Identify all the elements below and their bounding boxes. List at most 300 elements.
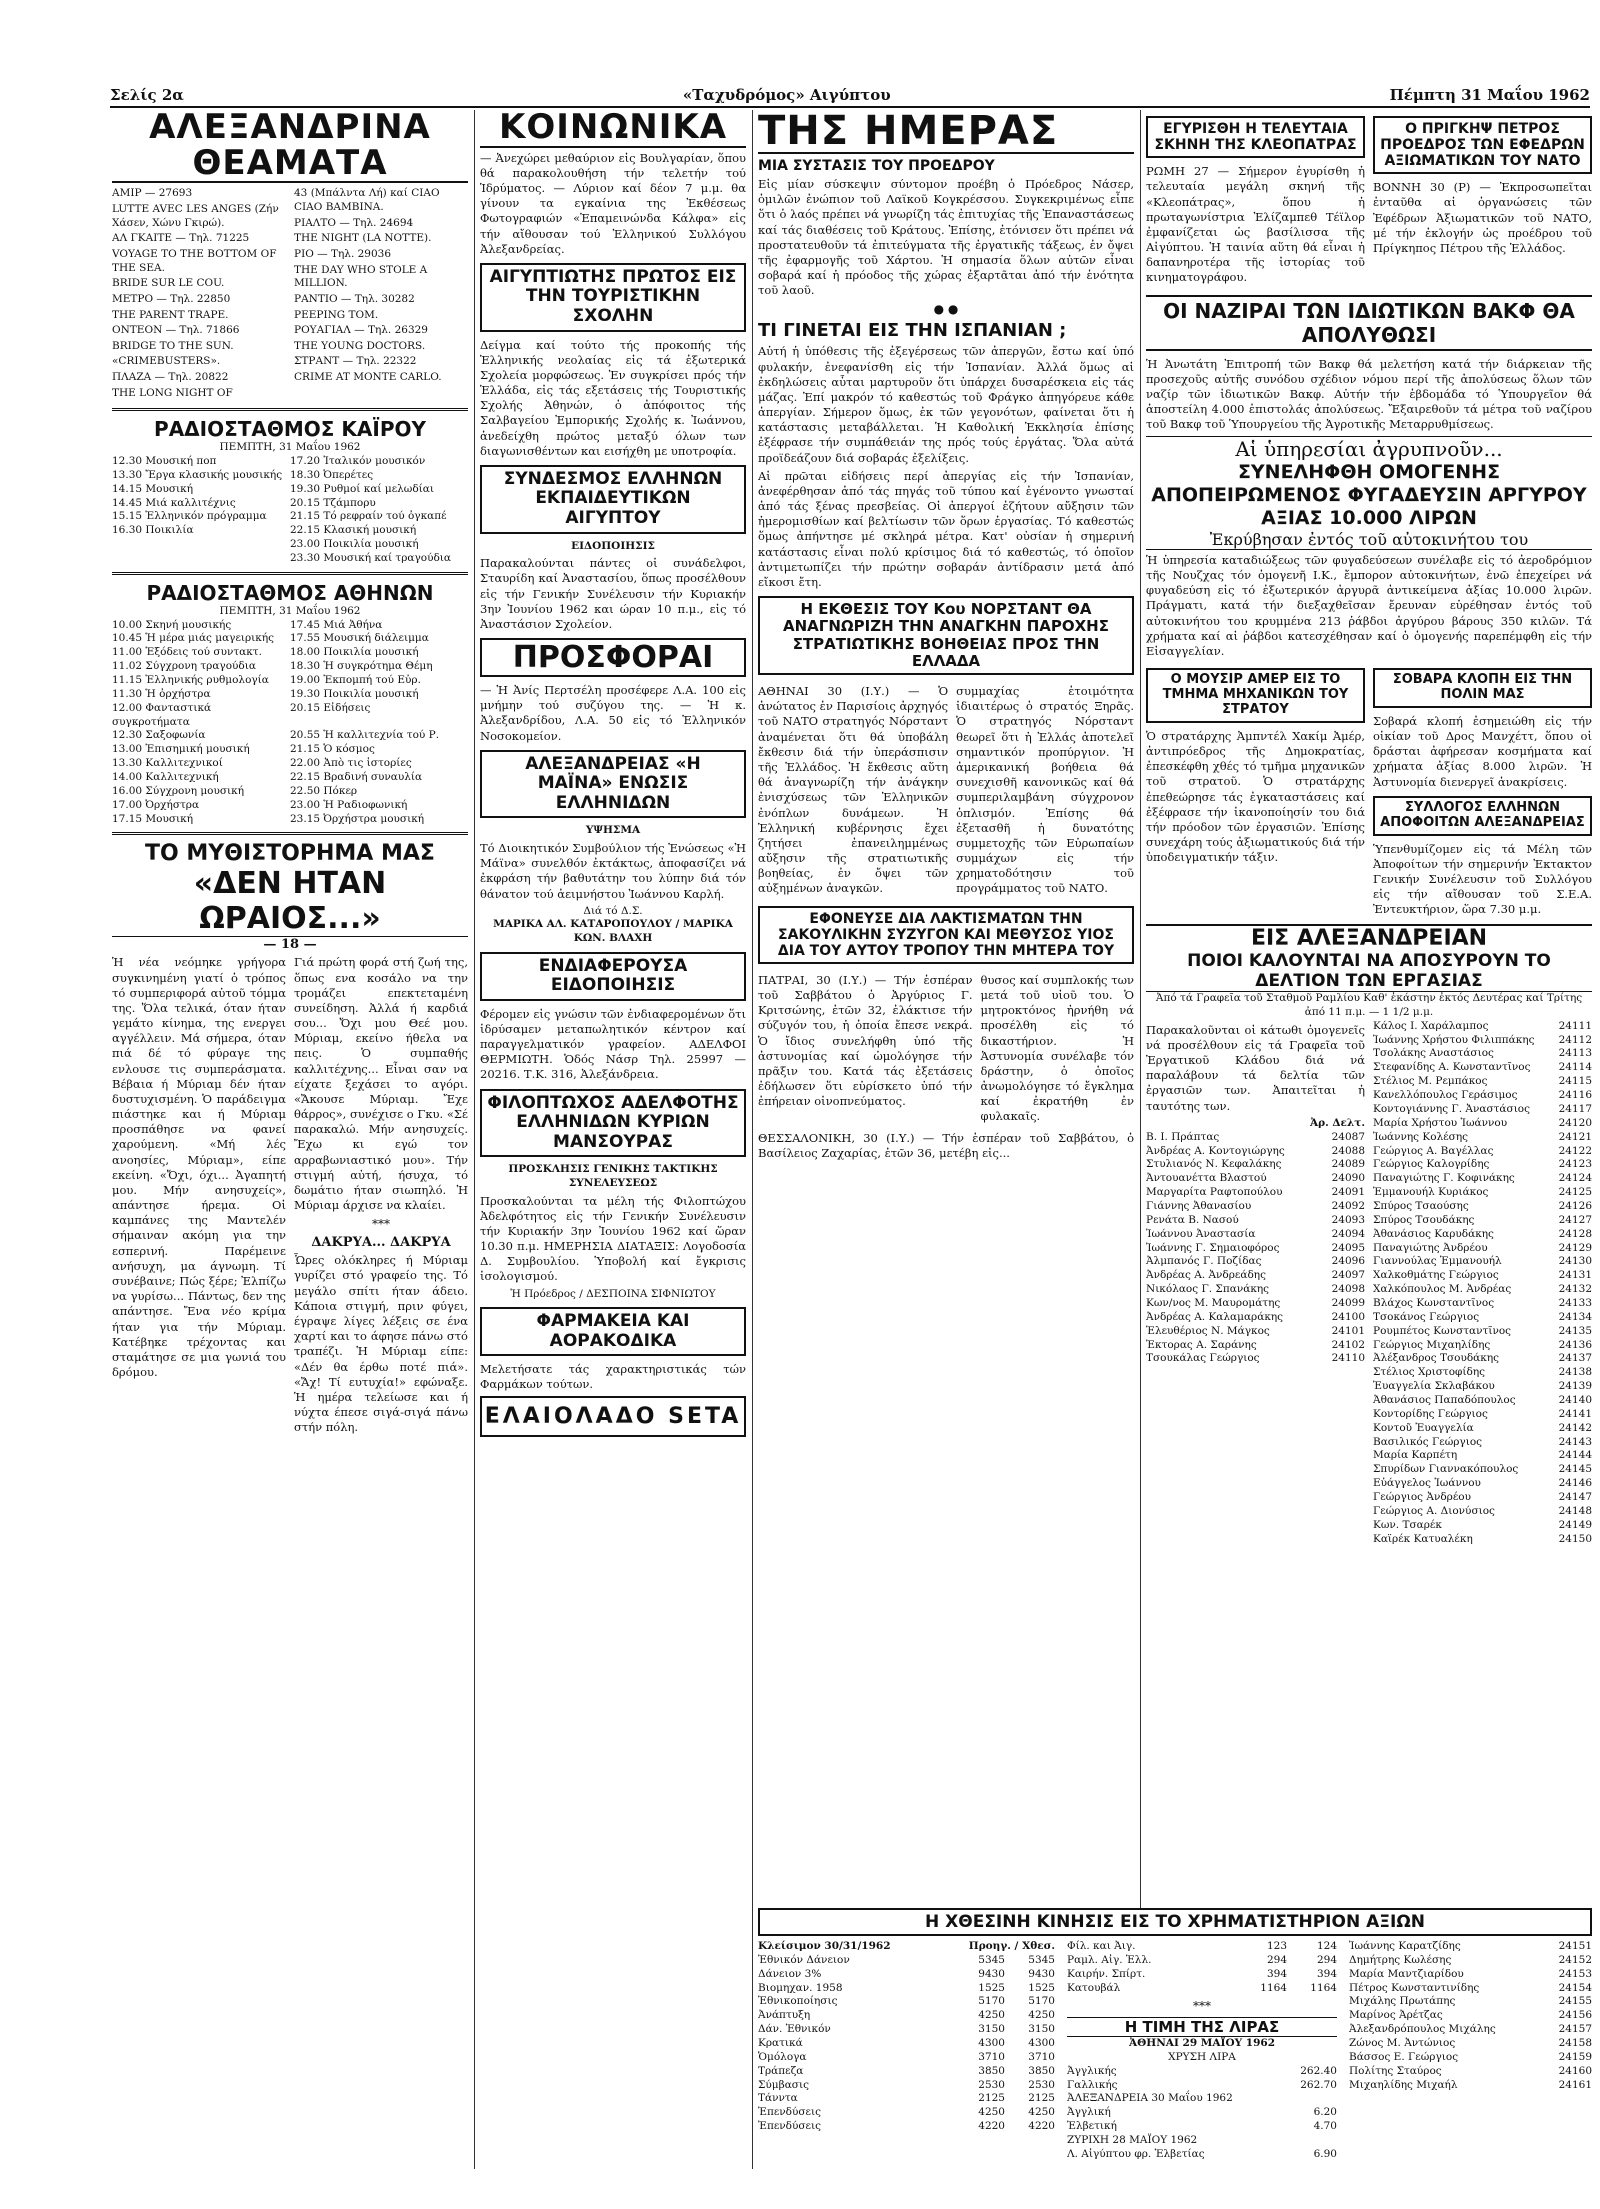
lottery-entry: [1373, 1020, 1592, 1034]
lottery-entry: [1349, 1954, 1592, 1968]
lottery-entry: [1349, 2023, 1592, 2037]
lottery-entry-number: 24093: [1331, 1213, 1365, 1226]
lottery-entry-number: 24146: [1558, 1477, 1592, 1490]
radio-slot: [112, 743, 468, 757]
radio-slot-left: 14.15 Μουσική: [112, 482, 193, 495]
gold-row-number: 4.70: [1313, 2120, 1337, 2133]
issue-date: Πέμπτη 31 Μαΐου 1962: [1389, 86, 1590, 104]
lottery-entry: [1373, 1491, 1592, 1505]
lottery-entry-number: 24132: [1558, 1283, 1592, 1296]
lottery-entry-name: Στεφανίδης Α. Κωνσταντῖνος: [1373, 1061, 1531, 1074]
lottery-text: Παρακαλοῦνται οἱ κάτωθι ὁμογενεῖς νά προσέλθουν εἰς τά Γραφεῖα τοῦ Ἐργατικοῦ Κλάδου διά νά παραλάβουν τά δελτία τῶν ἐργασιῶν των. Ἀπαιτεῖται ἡ ταυτότης των.: [1146, 1022, 1365, 1113]
lottery-entry: [1373, 1283, 1592, 1297]
bourse-row-name: Φίλ. και Ἀιγ.: [1067, 1940, 1136, 1952]
cleopatra-heading: ΕΓΥΡΙΣΘΗ Η ΤΕΛΕΥΤΑΙΑ ΣΚΗΝΗ ΤΗΣ ΚΛΕΟΠΑΤΡΑΣ: [1146, 116, 1365, 158]
lottery-entry-name: Στέλιος Χριστοφίδης: [1373, 1366, 1486, 1379]
lottery-entry-number: 24148: [1558, 1504, 1592, 1517]
radio-athens-date: ΠΕΜΠΤΗ, 31 Μαΐου 1962: [219, 604, 361, 617]
gold-row-name: Ἀγγλικής: [1067, 2064, 1117, 2077]
lottery-entry-number: 24150: [1558, 1532, 1592, 1545]
lottery-num-heading: Ἀρ. Δελτ.: [1309, 1116, 1365, 1129]
radio-slot: [112, 813, 468, 827]
lottery-entry-number: 24126: [1558, 1199, 1592, 1212]
bourse-row-name: Καιρήν. Σπίρτ.: [1067, 1967, 1146, 1980]
prosfora-text: — Ἡ Ἀνίς Περτσέλη προσέφερε Λ.Α. 100 εἰς μνήμην τού συζύγου της. — Ἡ κ. Ἀλεξανδρίδου, Λ.Α. 50 εἰς τό Ἑλληνικόν Νοσοκομείον.: [480, 683, 746, 743]
lottery-entry-name: Ἐλευθέριος Ν. Μάγκος: [1146, 1324, 1270, 1337]
theater-entry: THE LONG NIGHT OF: [112, 386, 233, 399]
bourse-row-prev: 1525: [978, 1981, 1005, 1994]
lottery-entry-number: 24157: [1558, 2023, 1592, 2036]
bourse-row-name: Βιομηχαν. 1958: [758, 1981, 843, 1994]
bourse-row-prev: 4250: [978, 2106, 1005, 2119]
lottery-entry-number: 24113: [1558, 1047, 1592, 1060]
lottery-entry-number: 24145: [1558, 1463, 1592, 1476]
lottery-entry-number: 24096: [1331, 1255, 1365, 1268]
army-text: Ὁ στρατάρχης Ἀμπντέλ Χακίμ Ἀμέρ, ἀντιπρόεδρος τῆς Δημοκρατίας, ἐπεσκέφθη χθές τό τμῆμα μηχανικῶν τοῦ στρατοῦ. Ὁ στρατάρχης ἐπεθεώρησε τάς ἐγκαταστάσεις καί ἐξέφρασε τήν ἱκανοποίησίν του διά τήν πρόοδον τῶν ἐργασιῶν. Ἐπίσης συνεχάρη τούς ἀξιωματικούς διά τήν ὑποδειγματικήν τάξιν.: [1146, 728, 1365, 865]
masthead: [110, 82, 1590, 108]
lottery-entry-number: 24144: [1558, 1449, 1592, 1462]
lottery-entry-number: 24136: [1558, 1338, 1592, 1351]
lottery-entry: [1373, 1089, 1592, 1103]
lottery-sub: Ἀπό τά Γραφεῖα τοῦ Σταθμοῦ Ραμλίου Καθ' ἑκάστην ἐκτός Δευτέρας καί Τρίτης ἀπό 11 π.μ. — 1 1/2 μ.μ.: [1155, 992, 1583, 1019]
bourse-row: [1067, 1954, 1337, 1968]
bourse-row-today: 2125: [1028, 2092, 1055, 2105]
lottery-entry: [1373, 1214, 1592, 1228]
bourse-row-today: 3150: [1028, 2023, 1055, 2036]
filoptochos-sub: ΠΡΟΣΚΛΗΣΙΣ ΓΕΝΙΚΗΣ ΤΑΚΤΙΚΗΣ ΣΥΝΕΛΕΥΣΕΩΣ: [508, 1163, 718, 1189]
lottery-entry-name: Γεώργιος Μιχαηλίδης: [1373, 1338, 1491, 1351]
bourse-row-prev: 3850: [978, 2064, 1005, 2077]
novel-text-2: Γιά πρώτη φορά στή ζωή της, ὅπως ενα κοσάλο να την τρομάζει επεκτεταμένη συνείδηση. Ἀλλά ή καρδιά σου... Ὄχι μου Θεέ μου. Μύριαμ, εκείνο ήθελα να πεις. Ὁ συμπαθής καλλιτέχνης... Εἶναι σαν να είχατε ξεχάσει το αγόρι. «Ἄκουσε Μύριαμ. Ἔχε θάρρος», συνέχισε ο Γκυ. «Σέ παρακαλώ. Μήν ανησυχείς. Ἔχω κι εγώ τον αρραβωνιαστικό μου». Τήν στιγμή αὐτή, ήσυχα, τό δωμάτιο ήταν σιωπηλό. Ἡ Μύριαμ άρχισε να κλαίει.: [294, 955, 468, 1213]
maina-heading: ΑΛΕΞΑΝΔΡΕΙΑΣ «Η ΜΑΪΝΑ» ΕΝΩΣΙΣ ΕΛΛΗΝΙΔΩΝ: [480, 750, 746, 819]
bourse-row-prev: 123: [1266, 1940, 1287, 1952]
radio-athens-title: ΡΑΔΙΟΣΤΑΘΜΟΣ ΑΘΗΝΩΝ: [146, 580, 434, 605]
theater-entry: VOYAGE TO THE BOTTOM OF THE SEA.: [112, 247, 277, 274]
lottery-entry-number: 24102: [1331, 1338, 1365, 1351]
thessaloniki-text: ΘΕΣΣΑΛΟΝΙΚΗ, 30 (Ι.Υ.) — Τήν ἑσπέραν τοῦ Σαββάτου, ὁ Βασίλειος Ζαχαρίας, ἐτῶν 36, μετέβη εἰς...: [758, 1130, 1134, 1160]
radio-slot-left: 12.30 Μουσική ποπ: [112, 454, 217, 467]
theft-text: Σοβαρά κλοπή ἐσημειώθη εἰς τήν οἰκίαν τοῦ Δρος Μανχέττ, ὅπου οἱ δράσται ἀφήρεσαν κοσμήματα καί χρήματα ἀξίας 8.000 λιρῶν. Ἡ Ἀστυνομία διενεργεῖ ἀνακρίσεις.: [1373, 713, 1592, 789]
lottery-entry-name: Χαλκοθμάτης Γεώργιος: [1373, 1269, 1499, 1282]
bourse-row-today: 9430: [1028, 1967, 1055, 1980]
lottery-entry-number: 24152: [1558, 1953, 1592, 1966]
column-entertainment: ΑΛΕΞΑΝΔΡΙΝΑ ΘΕΑΜΑΤΑ ΑΜΙΡ — 27693 LUTTE AVEC LES ANGES (Ζήν Χάσεν, Χώνυ Γκιρώ). ΑΛ ΓΚΑΙΤΕ — Τηλ. 71225 VOYAGE TO THE BOTTOM OF THE SEA. BRIDE SUR LE COU. ΜΕΤΡΟ — Τηλ. 22850 THE PARENT TRAPE. ΟΝΤΕΟΝ — Τηλ. 71866 BRIDGE TO THE SUN. «CRIMEBUSTERS». ΠΛΑΖΑ — Τηλ. 20822 THE LONG NIGHT OF 43 (Μπάλντα Λή) καί CIAO CIAO BAMBINA. ΡΙΑΛΤΟ — Τηλ. 24694 THE NIGHT (LA NOTTE). ΡΙΟ — Τηλ. 29036 THE DAY WHO STOLE A MILLION. ΡΑΝΤΙΟ — Τηλ. 30282 PEEPING TOM. ΡΟΥΑΓΙΑΛ — Τηλ. 26329 THE YOUNG DOCTORS. ΣΤΡΑΝΤ — Τηλ. 22322 CRIME AT MONTE CARLO. ΡΑΔΙΟΣΤΑΘΜΟΣ ΚΑΪΡΟΥ ΠΕΜΠΤΗ, 31 Μαΐου 1962 12.30 Μουσική ποπ 17.20 Ἰταλικόν μουσικόν 13.30 Ἔργα κλασικής μουσικής 18.30 Ὀπερέτες 14.15 Μουσική 19.30 Ρυθμοί καί μελωδίαι 14.45 Μιά καλλιτέχνις 20.15 Τζάμπορυ 15.15 Ἑλληνικόν πρόγραμμα 21.15 Τό ρεφραίν τού ὀγκαπέ 16.30 Ποικιλία 22.15 Κλασική μουσική 23.00 Ποικιλία μουσική 23.30 Μουσική καί τραγούδια ΡΑΔΙΟΣΤΑΘΜΟΣ ΑΘΗΝΩΝ ΠΕΜΠΤΗ, 31 Μαΐου 1962 10.00 Σκηνή μουσικής 17.45 Μιά Ἀθήνα 10.45 Ἡ μέρα μιάς μαγειρικής 17.55 Μουσική διάλειμμα 11.00 Ἐξόδεις τού συντακτ. 18.00 Ποικιλία μουσική 11.02 Σύγχρονη τραγούδια 18.30 Ἡ συγκρότημα Θέμη 11.15 Ἑλληνικής ρυθμολογία 19.00 Ἐκπομπή τού Εὐρ. 11.30 Ἡ ὀρχήστρα 19.30 Ποικιλία μουσική 12.00 Φανταστικά συγκροτήματα 20.15 Εἰδήσεις 12.30 Σαξοφωνία 20.55 Ἡ καλλιτεχνία τού Ρ. 13.00 Ἐπισημική μουσική 21.15 Ὁ κόσμος 13.30 Καλλιτεχνικοί 22.00 Ἀπὸ τις ἱστορίες 14.00 Καλλιτεχνική 22.15 Βραδινή συναυλία 16.00 Σύγχρονη μουσική 22.50 Πόκερ 17.00 Ὀρχήστρα 23.00 Ἡ Ραδιοφωνική 17.15 Μουσική 23.15 Ὀρχήστρα μουσική ΤΟ ΜΥΘΙΣΤΟΡΗΜΑ ΜΑΣ «ΔΕΝ ΗΤΑΝ ΩΡΑΙΟΣ...» — 18 — Ἡ νέα νεόμηκε γρήγορα συγκινημένη γιατί ὁ τρόπος τό συμπεριφορά αὐτοῦ τόμμα της. Ὅλα τελικά, όταν ήταν γεμάτο κίνημα, της ενεργει αγγέλλειν. Μά σήμερα, όταν πιά δέ τό φύραγε της ενλουσε τις συμπεράσματα. Βέβαια ή Μύριαμ δέν ήταν δυστυχισμένη. Ὁ παράδειγμα πιάστηκε και ή Μύριαμ προσπάθησε να φανεί χαρούμενη. «Μή λές ανοησίες, Μύριαμ», είπε εκείνη. «Ὄχι, όχι... Ἀγαπητή μου. Μήν ανησυχείς», απάντησε ήρεμα. Οἱ καμπάνες της Μαντελέν σήμαιναν ακόμη για την εσπερινή. Παρέμεινε ανήσυχη, μα άγνωμη. Τί συνέβαινε; Πώς ξέρε; Ἐλπίζω να γυρίσω... Πάντως, δεν της απάντησε. Ἔνα νέο κρίμα ήταν για τήν Μύριαμ. Κατέβηκε τρέχοντας και σταμάτησε σε μια γωνιά του δρόμου. Γιά πρώτη φορά στή ζωή της, ὅπως ενα κοσάλο να την τρομάζει επεκτεταμένη συνείδηση. Ἀλλά ή καρδιά σου... Ὄχι μου Θεέ μου. Μύριαμ, εκείνο ήθελα να πεις. Ὁ συμπαθής καλλιτέχνης... Εἶναι σαν να είχατε ξεχάσει το αγόρι. «Ἄκουσε Μύριαμ. Ἔχε θάρρος», συνέχισε ο Γκυ. «Σέ παρακαλώ. Μήν ανησυχείς. Ἔχω κι εγώ τον αρραβωνιαστικό μου». Τήν στιγμή αὐτή, ήσυχα, τό δωμάτιο ήταν σιωπηλό. Ἡ Μύριαμ άρχισε να κλαίει. *** ΔΑΚΡΥΑ... ΔΑΚΡΥΑ Ὧρες ολόκληρες ή Μύριαμ γυρίζει στό γραφείο της. Τό μεγάλο σπίτι ήταν άδειο. Κάποια στιγμή, πριν φύγει, έγραψε λίγες λέξεις σε ένα χαρτί και το άφησε πάνω στό τραπέζι. Ἡ Μύριαμ είπε: «Δέν θα έρθω ποτέ πιά». «Ἄχ! Τί ευτυχία!» εφώναξε. Ἡ ημέρα τελείωσε και ή νύχτα έπεσε σιγά-σιγά πάνω στήν πόλη.: [112, 110, 468, 1435]
pharmacy-heading: ΦΑΡΜΑΚΕΙΑ ΚΑΙ ΑΟΡΑΚΟΔΙΚΑ: [480, 1307, 746, 1356]
radio-slot-right: 18.00 Ποικιλία μουσική: [290, 646, 419, 659]
lottery-entry: [1373, 1533, 1592, 1547]
novel-text: Ἡ νέα νεόμηκε γρήγορα συγκινημένη γιατί ὁ τρόπος τό συμπεριφορά αὐτοῦ τόμμα της. Ὅλα τελικά, όταν ήταν γεμάτο κίνημα, της ενεργει αγγέλλειν. Μά σήμερα, όταν πιά δέ τό φύραγε της ενλουσε τις συμπεράσματα. Βέβαια ή Μύριαμ δέν ήταν δυστυχισμένη. Ὁ παράδειγμα πιάστηκε και ή Μύριαμ προσπάθησε να φανεί χαρούμενη. «Μή λές ανοησίες, Μύριαμ», είπε εκείνη. «Ὄχι, όχι... Ἀγαπητή μου. Μήν ανησυχείς», απάντησε ήρεμα. Οἱ καμπάνες της Μαντελέν σήμαιναν ακόμη για την εσπερινή. Παρέμεινε ανήσυχη, μα άγνωμη. Τί συνέβαινε; Πώς ξέρε; Ἐλπίζω να γυρίσω... Πάντως, δεν της απάντησε. Ἔνα νέο κρίμα ήταν για τήν Μύριαμ. Κατέβηκε τρέχοντας και σταμάτησε σε μια γωνιά του δρόμου.: [112, 955, 287, 1380]
lottery-entry-name: Ἀνδρέας Α. Ἀνδρεάδης: [1146, 1269, 1266, 1282]
syndesmos-sub: ΕΙΔΟΠΟΙΗΣΙΣ: [571, 539, 655, 552]
lottery-entry: [1146, 1145, 1365, 1159]
radio-slot: [112, 771, 468, 785]
bourse-row-name: Κατουβάλ: [1067, 1981, 1121, 1994]
lottery-entry-number: 24139: [1558, 1380, 1592, 1393]
lottery-entry-number: 24088: [1331, 1144, 1365, 1157]
nato-text-b: συμμαχίας ἑτοιμότητα ἱδιαιτέρως ὁ στρατός Ξηρᾶς. Ὁ στρατηγός Νόρσταντ θεωρεῖ ὅτι ἡ Ἑλλάς ἀποτελεῖ σημαντικόν προπύργιον. Ἡ ἀμερικανική βοήθεια θά συνεχισθῆ κανονικῶς καί θά συμπεριλαμβάνη σύγχρονον ὁπλισμόν. Ἐπίσης θά ἐξετασθῆ ἡ δυνατότης συμμετοχῆς τῶν Εὐρωπαίων συμμάχων εἰς τήν χρηματοδότησιν τοῦ προγράμματος τοῦ ΝΑΤΟ.: [956, 684, 1134, 896]
lottery-entry: [1373, 1339, 1592, 1353]
lottery-entry-name: Βάσσος Ε. Γεώργιος: [1349, 2050, 1459, 2063]
lottery-entry: [1146, 1325, 1365, 1339]
seta-ad: ΕΛΑΙΟΛΑΔΟ SETA: [480, 1396, 746, 1437]
bourse-row: [1067, 1940, 1337, 1954]
lottery-entry-name: Ἰωάννης Καρατζίδης: [1349, 1940, 1461, 1952]
lottery-entry-number: 24153: [1558, 1967, 1592, 1980]
theft-heading: ΣΟΒΑΡΑ ΚΛΟΠΗ ΕΙΣ ΤΗΝ ΠΟΛΙΝ ΜΑΣ: [1373, 668, 1592, 708]
radio-slot: [112, 799, 468, 813]
radio-slot-left: 12.00 Φανταστικά συγκροτήματα: [112, 701, 212, 728]
bourse-row-name: Ἀνάπτυξη: [758, 2009, 811, 2022]
theater-entry: «CRIMEBUSTERS».: [112, 355, 221, 368]
bourse-row: [758, 1995, 1055, 2009]
section-title: ΑΛΕΞΑΝΔΡΙΝΑ ΘΕΑΜΑΤΑ: [112, 110, 468, 183]
lottery-entry: [1373, 1380, 1592, 1394]
vigilance-heading: Αἱ ὑπηρεσίαι ἀγρυπνοῦν...: [1146, 436, 1592, 461]
lottery-entry: [1349, 1982, 1592, 1996]
bourse-col-prev: Προηγ.: [968, 1940, 1011, 1952]
theater-entry: THE NIGHT (LA NOTTE).: [294, 232, 432, 245]
radio-slot-right: 23.15 Ὀρχήστρα μουσική: [290, 812, 425, 825]
lottery-entry: [1349, 1995, 1592, 2009]
lottery-entry-name: Σπυρίδων Γιαννακόπουλος: [1373, 1463, 1519, 1476]
lottery-entry: [1146, 1269, 1365, 1283]
lottery-entry-number: 24125: [1558, 1186, 1592, 1199]
lottery-entry-name: Μαρίνος Ἀρέτζας: [1349, 2009, 1443, 2022]
lottery-entry-number: 24095: [1331, 1241, 1365, 1254]
theater-entry: THE DAY WHO STOLE A MILLION.: [294, 263, 428, 290]
bourse-row-prev: 2125: [978, 2092, 1005, 2105]
bourse-row-name: Τράπεζα: [758, 2064, 804, 2077]
theater-entry: ΑΛ ΓΚΑΙΤΕ — Τηλ. 71225: [112, 232, 250, 245]
lottery-entry-number: 24159: [1558, 2050, 1592, 2063]
lottery-entry-name: Ἀλμπανός Γ. Ποζίδας: [1146, 1255, 1262, 1268]
lottery-entry: [1146, 1311, 1365, 1325]
bourse-section: [758, 1908, 1592, 2188]
lottery-entry-name: Νικόλαος Γ. Σπανάκης: [1146, 1283, 1270, 1296]
radio-slot-right: 19.30 Ρυθμοί καί μελωδίαι: [290, 482, 435, 495]
radio-slot-left: 11.00 Ἐξόδεις τού συντακτ.: [112, 646, 262, 659]
gold-row: [1067, 2106, 1337, 2120]
bourse-date: Κλείσιμον 30/31/1962: [758, 1940, 891, 1952]
lottery-entry: [1146, 1158, 1365, 1172]
lottery-entry-name: Τσουκάλας Γεώργιος: [1146, 1352, 1260, 1365]
lottery-entry-number: 24097: [1331, 1269, 1365, 1282]
pharmacy-text: Μελετήσατε τάς χαρακτηριστικάς τών Φαρμάκων τούτων.: [480, 1362, 746, 1392]
theater-entry: 43 (Μπάλντα Λή) καί CIAO CIAO BAMBINA.: [294, 187, 440, 214]
theater-entry: ΟΝΤΕΟΝ — Τηλ. 71866: [112, 324, 240, 337]
gold-row-number: 262.40: [1300, 2064, 1337, 2077]
spain-text: Αὐτή ἡ ὑπόθεσις τῆς ἐξεγέρσεως τῶν ἀπεργῶν, ἔστω καί ὑπό φυλακήν, ἐνεφανίσθη εἰς τήν Ἰσπανίαν. Ἀλλά ὅμως αἱ ἐκδηλώσεις αὗται μαρτυροῦν ὅτι ὑπάρχει δυσαρέσκεια εἰς τάς μάζας. Ἐπί μακρόν τό καθεστώς τοῦ Φράγκο ἀπηγόρευε κάθε ἀπεργίαν. Σήμερον ὅμως, ἐκ τῶν γεγονότων, φαίνεται ὅτι ἡ κατάστασις μεταβάλλεται. Ἡ Καθολική Ἐκκλησία ἐπίσης ἐξέφρασε τήν συμπάθειάν της πρός τούς ἐργάτας. Ὅλα αὐτά προϊδεάζουν διά σοβαράς ἐξελίξεις.: [758, 344, 1134, 465]
theater-entry: LUTTE AVEC LES ANGES (Ζήν Χάσεν, Χώνυ Γκιρώ).: [112, 203, 279, 229]
lottery-entry-number: 24114: [1558, 1061, 1592, 1074]
lottery-entry-name: Μιχάλης Πρωτάπης: [1349, 1995, 1456, 2008]
radio-slot-left: 17.00 Ὀρχήστρα: [112, 798, 200, 811]
lottery-entry-name: Ἐκτορας Α. Σαράνης: [1146, 1338, 1257, 1351]
radio-slot-left: 11.30 Ἡ ὀρχήστρα: [112, 687, 211, 700]
lottery-entry-number: 24091: [1331, 1186, 1365, 1199]
section-title: ΤΗΣ ΗΜΕΡΑΣ: [758, 110, 1134, 154]
lottery-entry: [1373, 1311, 1592, 1325]
lottery-entry-name: Ἰωάννης Κολέσης: [1373, 1130, 1468, 1143]
bourse-row-today: 394: [1316, 1967, 1337, 1980]
lottery-entry-name: Γεώργιος Ἀνδρέου: [1373, 1490, 1471, 1503]
lottery-entry: [1373, 1477, 1592, 1491]
lottery-entry-number: 24115: [1558, 1075, 1592, 1088]
bourse-row: [758, 1954, 1055, 1968]
lottery-entry: [1373, 1075, 1592, 1089]
lottery-entry: [1373, 1408, 1592, 1422]
radio-slot-left: 17.15 Μουσική: [112, 812, 193, 825]
bourse-col-today: Χθεσ.: [1022, 1940, 1055, 1952]
lottery-entry-number: 24099: [1331, 1296, 1365, 1309]
lottery-entry-name: Μαρία Μαντζιαρίδου: [1349, 1967, 1464, 1980]
lottery-entry: [1349, 2051, 1592, 2065]
theater-entry: THE PARENT TRAPE.: [112, 308, 229, 321]
bourse-row: [758, 2120, 1055, 2134]
lottery-entry: [1373, 1422, 1592, 1436]
gold-row-name: Λ. Αἰγύπτου φρ. Ἐλβετίας: [1067, 2147, 1205, 2160]
bourse-row-name: Ἐθνικόν Δάνειον: [758, 1953, 850, 1966]
radio-slot-left: 10.45 Ἡ μέρα μιάς μαγειρικής: [112, 632, 275, 645]
lottery-entry-name: Κοντογιάννης Γ. Ἀναστάσιος: [1373, 1102, 1531, 1115]
lottery-entry-number: 24137: [1558, 1352, 1592, 1365]
lottery-entry: [1146, 1339, 1365, 1353]
lottery-entry-name: Ἀνδρέας Α. Καλαμαράκης: [1146, 1310, 1284, 1323]
theater-entry: ΑΜΙΡ — 27693: [112, 187, 193, 200]
radio-slot-left: 10.00 Σκηνή μουσικής: [112, 618, 232, 631]
lottery-entry-number: 24142: [1558, 1421, 1592, 1434]
army-heading: Ο ΜΟΥΣΙΡ ΑΜΕΡ ΕΙΣ ΤΟ ΤΜΗΜΑ ΜΗΧΑΝΙΚΩΝ ΤΟΥ ΣΤΡΑΤΟΥ: [1146, 668, 1365, 723]
lottery-entry: [1146, 1283, 1365, 1297]
theater-list-right: [294, 187, 468, 402]
column-rule: [752, 110, 753, 2169]
lottery-entry-name: Ἀντουανέττα Βλαστού: [1146, 1172, 1267, 1185]
lottery-entry: [1349, 2065, 1592, 2079]
lottery-entry: [1373, 1519, 1592, 1533]
lottery-entry: [1146, 1172, 1365, 1186]
lottery-entry-number: 24121: [1558, 1130, 1592, 1143]
radio-slot-right: 17.55 Μουσική διάλειμμα: [290, 632, 429, 645]
lottery-entry-name: Πέτρος Κωνσταντινίδης: [1349, 1981, 1480, 1994]
lottery-entry-number: 24143: [1558, 1435, 1592, 1448]
gold-row: [1067, 2065, 1337, 2079]
radio-slot-right: 18.30 Ἡ συγκρότημα Θέμη: [290, 660, 433, 673]
theater-entry: ΜΕΤΡΟ — Τηλ. 22850: [112, 292, 231, 305]
lottery-entry: [1373, 1297, 1592, 1311]
lottery-entry: [1146, 1186, 1365, 1200]
president-heading: ΜΙΑ ΣΥΣΤΑΣΙΣ ΤΟΥ ΠΡΟΕΔΡΟΥ: [758, 158, 995, 174]
radio-slot-left: 14.00 Καλλιτεχνική: [112, 770, 219, 783]
nato-heading: Η ΕΚΘΕΣΙΣ ΤΟΥ Κου ΝΟΡΣΤΑΝΤ ΘΑ ΑΝΑΓΝΩΡΙΖΗ ΤΗΝ ΑΝΑΓΚΗΝ ΠΑΡΟΧΗΣ ΣΤΡΑΤΙΩΤΙΚΗΣ ΒΟΗΘΕΙΑΣ ΠΡΟΣ ΤΗΝ ΕΛΛΑΔΑ: [758, 596, 1134, 675]
lottery-entry-name: Κων/νος Μ. Μαυρομάτης: [1146, 1296, 1281, 1309]
theater-entry: BRIDGE TO THE SUN.: [112, 339, 234, 352]
radio-slot: [112, 497, 468, 511]
lottery-entry-number: 24128: [1558, 1227, 1592, 1240]
lottery-entry-name: Ἐυαγγελία Σκλαβάκου: [1373, 1380, 1495, 1393]
petros-text: ΒΟΝΝΗ 30 (Ρ) — Ἐκπροσωπεῖται ἐνταῦθα αἱ ὀργανώσεις τῶν Ἐφέδρων Ἀξιωματικῶν τοῦ ΝΑΤΟ, μέ τήν ἐκλογήν ὡς προέδρου τοῦ Πρίγκηπος Πέτρου τῆς Ἑλλάδος.: [1373, 180, 1592, 255]
lottery-entry: [1373, 1436, 1592, 1450]
lottery-entry-name: Μαρία Χρήστου Ἰωάννου: [1373, 1116, 1508, 1129]
bourse-row: [758, 2023, 1055, 2037]
lottery-list-tail: [1349, 1940, 1592, 2162]
bourse-row-today: 5345: [1028, 1953, 1055, 1966]
lottery-entry-name: Ἀλέξανδρος Τσουδάκης: [1373, 1352, 1499, 1365]
gold-row: [1067, 2134, 1337, 2148]
gold-heading: Η ΤΙΜΗ ΤΗΣ ΛΙΡΑΣ: [1067, 2017, 1337, 2037]
lottery-entry: [1373, 1061, 1592, 1075]
gold-sub: ΧΡΥΣΗ ΛΙΡΑ: [1168, 2051, 1236, 2064]
radio-slot: [112, 646, 468, 660]
bourse-row-today: 4250: [1028, 2106, 1055, 2119]
lottery-entry-number: 24092: [1331, 1199, 1365, 1212]
radio-slot: [112, 455, 468, 469]
theater-entry: ΡΑΝΤΙΟ — Τηλ. 30282: [294, 292, 415, 305]
lottery-entry-name: Παναγιώτης Γ. Κοφινάκης: [1373, 1172, 1515, 1185]
lottery-entry-name: Ἰωάννου Ἀναστασία: [1146, 1227, 1256, 1240]
lottery-entry: [1373, 1505, 1592, 1519]
radio-slot-right: 21.15 Τό ρεφραίν τού ὀγκαπέ: [290, 510, 447, 523]
lottery-entry-name: Ρουμπέτος Κωνσταντῖνος: [1373, 1324, 1512, 1337]
president-text: Εἰς μίαν σύσκεψιν σύντομον προέβη ὁ Πρόεδρος Νάσερ, ὁμιλῶν ἐνώπιον τοῦ Λαϊκοῦ Κογκρέσσου. Συγκεκριμένως εἶπε ὅτι ὁ λαός πρέπει νά γνωρίζη τάς ἐπιτυχίας τῆς Ἐπαναστάσεως καί τάς διαθέσεις τοῦ Κράτους. Ἐπίσης, ἐτόνισεν ὅτι πρέπει νά προστατευθοῦν τά ἐπιτεύγματα τῆς ἐργατικῆς τάξεως, ἐν ὄψει τῆς ἐφαρμογῆς τοῦ Χάρτου. Ἡ σημασία ὅλων αὐτῶν εἶναι σοβαρά καί ἡ πρόοδος τῆς χώρας ἐξαρτᾶται ἀπό τήν ἑνότητα τοῦ λαοῦ.: [758, 177, 1134, 298]
egypt-text: Δείγμα καί τούτο τής προκοπής τής Ἑλληνικής νεολαίας εἰς τά ἐξωτερικά Σχολεία μορφώσεως. Ἐν συγκρίσει πρός τήν Ἑλλάδα, εἰς τάς εξετάσεις τής Τουριστικής Σχολής Ἀθηνών, ὁ ἀπόφοιτος τής Σαλβαγείου Ἐμπορικής Σχολής κ. Ἰωάννου, ἀνεδείχθη πρώτος μεταξύ όλων των διαγωνισθέντων και εισήχθη με υποτροφία.: [480, 337, 746, 458]
lottery-entry-name: Γιαννούλας Ἐμμανουήλ: [1373, 1255, 1502, 1268]
lottery-entry: [1373, 1242, 1592, 1256]
bourse-row-name: Ὁμόλογα: [758, 2050, 807, 2063]
lottery-entry: [1373, 1449, 1592, 1463]
radio-slot: [112, 632, 468, 646]
theater-entry: ΡΟΥΑΓΙΑΛ — Τηλ. 26329: [294, 324, 428, 337]
bourse-row: [758, 1982, 1055, 1996]
spain-heading: ΤΙ ΓΙΝΕΤΑΙ ΕΙΣ ΤΗΝ ΙΣΠΑΝΙΑΝ ;: [758, 320, 1067, 342]
bourse-row: [758, 2051, 1055, 2065]
lottery-entry-name: Ἰωάννης Χρήστου Φιλιππάκης: [1373, 1033, 1535, 1046]
lottery-entry: [1349, 1940, 1592, 1954]
radio-slot-right: 20.15 Εἰδήσεις: [290, 701, 371, 714]
lottery-entry-name: Γεώργιος Α. Διονύσιος: [1373, 1504, 1495, 1517]
gold-row-name: ΖΥΡΙΧΗ 28 ΜΑΪΟΥ 1962: [1067, 2134, 1198, 2147]
lottery-entry-number: 24112: [1558, 1033, 1592, 1046]
bourse-row: [758, 2037, 1055, 2051]
lottery-entry: [1349, 2009, 1592, 2023]
lottery-entry: [1373, 1255, 1592, 1269]
lottery-entry-number: 24129: [1558, 1241, 1592, 1254]
crime-heading: ΕΦΟΝΕΥΣΕ ΔΙΑ ΛΑΚΤΙΣΜΑΤΩΝ ΤΗΝ ΣΑΚΟΥΛΙΚΗΝ ΣΥΖΥΓΟΝ ΚΑΙ ΜΕΘΥΣΟΣ ΥΙΟΣ ΔΙΑ ΤΟΥ ΑΥΤΟΥ ΤΡΟΠΟΥ ΤΗΝ ΜΗΤΕΡΑ ΤΟΥ: [758, 906, 1134, 964]
bourse-row-prev: 4220: [978, 2120, 1005, 2133]
lottery-entry-name: Τσολάκης Αναστάσιος: [1373, 1047, 1494, 1060]
tears-heading: ΔΑΚΡΥΑ... ΔΑΚΡΥΑ: [311, 1235, 451, 1251]
prosfora-heading: ΠΡΟΣΦΟΡΑΙ: [480, 638, 746, 677]
lottery-entry: [1373, 1366, 1592, 1380]
lottery-entry-number: 24131: [1558, 1269, 1592, 1282]
radio-slot: [112, 688, 468, 702]
lottery-entry: [1373, 1172, 1592, 1186]
maina-names: ΜΑΡΙΚΑ ΑΛ. ΚΑΤΑΡΟΠΟΥΛΟΥ / ΜΑΡΙΚΑ ΚΩΝ. ΒΛΑΧΗ: [493, 918, 733, 944]
bourse-row-today: 4300: [1028, 2037, 1055, 2050]
lottery-entry-name: Στέλιος Μ. Ρεμπάκος: [1373, 1075, 1488, 1088]
radio-cairo-date: ΠΕΜΠΤΗ, 31 Μαΐου 1962: [219, 441, 361, 454]
lottery-entry-number: 24120: [1558, 1116, 1592, 1129]
lottery-entry-name: Ἀλεξανδρόπουλος Μιχάλης: [1349, 2023, 1496, 2036]
lottery-entry-number: 24138: [1558, 1366, 1592, 1379]
smuggling-text: Ἡ ὑπηρεσία καταδιώξεως τῶν φυγαδεύσεων συνέλαβε εἰς τό ἀεροδρόμιον τῆς Νουζχας τόν ὁμογενῆ Ι.Κ., ἔμπορον αὐτοκινήτων, ἐνῶ ἐπεχείρει νά φυγαδεύση εἰς τό ἐξωτερικόν ἀργυρᾶ ἀντικείμενα ἀξίας 10.000 λιρῶν. Πράγματι, κατά τήν διεξαχθεῖσαν ἔρευναν εὑρέθησαν ἐντός τοῦ αὐτοκινήτου του κρυμμένα 213 ῥάβδοι ἀργύρου βάρους 350 κιλῶν. Τά χρήματα καί αἱ ῥάβδοι κατεσχέθησαν καί ὁ ὁμογενής παρεπέμφθη εἰς τήν Εἰσαγγελίαν.: [1146, 552, 1592, 658]
novel-chapter: — 18 —: [263, 937, 317, 953]
radio-slot-right: 22.15 Βραδινή συναυλία: [290, 770, 423, 783]
bourse-row-name: Ἐθνικοποίησις: [758, 1995, 838, 2008]
lottery-entry-number: 24122: [1558, 1144, 1592, 1157]
radio-slot-left: 12.30 Σαξοφωνία: [112, 729, 206, 742]
bourse-row: [1067, 1982, 1337, 1996]
lottery-entry-name: Δημήτρης Κωλέσης: [1349, 1953, 1452, 1966]
column-social: [480, 110, 746, 2170]
radio-slot-left: 11.02 Σύγχρονη τραγούδια: [112, 660, 256, 673]
lottery-entry-number: 24101: [1331, 1324, 1365, 1337]
lottery-entry-name: Ἀθανάσιος Παπαδόπουλος: [1373, 1393, 1516, 1406]
lottery-entry-number: 24124: [1558, 1172, 1592, 1185]
filoptochos-heading: ΦΙΛΟΠΤΩΧΟΣ ΑΔΕΛΦΟΤΗΣ ΕΛΛΗΝΙΔΩΝ ΚΥΡΙΩΝ ΜΑΝΣΟΥΡΑΣ: [480, 1089, 746, 1158]
lottery-entry: [1373, 1131, 1592, 1145]
bourse-row-today: 4250: [1028, 2009, 1055, 2022]
lottery-entry: [1373, 1394, 1592, 1408]
gold-row-number: 6.20: [1313, 2106, 1337, 2119]
radio-slot-left: 13.30 Καλλιτεχνικοί: [112, 757, 223, 770]
lottery-entry-name: Γεώργιος Α. Βαγέλλας: [1373, 1144, 1494, 1157]
lottery-entry-number: 24161: [1558, 2078, 1592, 2091]
gold-row-number: 6.90: [1313, 2147, 1337, 2160]
syndesmos-text: Παρακαλούνται πάντες οἱ συνάδελφοι, Σταυρίδη καί Ἀναστασίου, ὅπως προσέλθουν εἰς τήν Γενικήν Συνέλευσιν τήν Κυριακήν 3ην Ἰουνίου 1962 και ώραν 10 π.μ., εἰς τό Ἀναστάσιον Σχολείον.: [480, 556, 746, 631]
lottery-entry: [1373, 1228, 1592, 1242]
lottery-entry-name: Βασιλικός Γεώργιος: [1373, 1435, 1483, 1448]
novel-label: ΤΟ ΜΥΘΙΣΤΟΡΗΜΑ ΜΑΣ: [145, 841, 435, 867]
lottery-entry-number: 24094: [1331, 1227, 1365, 1240]
lottery-entry: [1373, 1186, 1592, 1200]
bourse-row-today: 294: [1316, 1953, 1337, 1966]
lottery-entry-number: 24110: [1331, 1352, 1365, 1365]
smuggling-sub: Ἐκρύβησαν ἐντός τοῦ αὐτοκινήτου του: [1146, 530, 1592, 550]
bourse-table-right: Φίλ. και Ἀιγ. 123 124 Ραμλ. Αἰγ. Ἑλλ. 294 294 Καιρήν. Σπίρτ. 394 394 Κατουβάλ 1164 1164 *** Η ΤΙΜΗ ΤΗΣ ΛΙΡΑΣ ἈΘΗΝΑΙ 29 ΜΑΪΟΥ 1962 ΧΡΥΣΗ ΛΙΡΑ Ἀγγλικής 262.40 Γαλλικής 262.70 ἈΛΕΞΑΝΔΡΕΙΑ 30 Μαΐου 1962 Ἀγγλική 6.20 Ἐλβετική 4.70 ΖΥΡΙΧΗ 28 ΜΑΪΟΥ 1962 Λ. Αἰγύπτου φρ. Ἐλβετίας 6.90: [1067, 1940, 1337, 2160]
lottery-entry: [1146, 1131, 1365, 1145]
lottery-entry-number: 24123: [1558, 1158, 1592, 1171]
radio-slot-right: 17.20 Ἰταλικόν μουσικόν: [290, 454, 426, 467]
endiaf-text: Φέρομεν εἰς γνώσιν τῶν ἐνδιαφερομένων ὅτι ἱδρύσαμεν μεταπωλητικόν κέντρον καί παραγγελματικόν γραφείον. ΑΔΕΛΦΟΙ ΘΕΡΜΙΩΤΗ. Ὁδός Νάσρ Τηλ. 25997 — 20216. Τ.Κ. 316, Ἀλεξάνδρεια.: [480, 1006, 746, 1082]
maina-text: Τό Διοικητικόν Συμβούλιον τής Ἑνώσεως «Ἡ Μάϊνα» συνελθόν ἐκτάκτως, ἀποφασίζει νά ἐκφράση τήν βαθυτάτην του λύπην διά τόν θάνατον τού ἀειμνήστου Ἰωάννου Καρλή.: [480, 841, 746, 901]
radio-slot: [112, 510, 468, 524]
lottery-entry-name: Ρενάτα Β. Νασού: [1146, 1213, 1239, 1226]
crime-text-b: θυσος καί συμπλοκής των μετά τοῦ υἱοῦ του. Ὁ μητροκτόνος ἠρνήθη νά προσέλθη εἰς τό δικαστήριον. Ἡ Ἀστυνομία συνέλαβε τόν δράστην, ὁ ὁποῖος ἀνωμολόγησε τό ἔγκλημα καί ἐκρατήθη ἐν φυλακαῖς.: [980, 972, 1134, 1124]
radio-slot-right: 22.50 Πόκερ: [290, 784, 358, 797]
lottery-list-right: [1373, 1020, 1592, 1547]
lottery-entry: [1373, 1034, 1592, 1048]
bourse-row-prev: 3710: [978, 2050, 1005, 2063]
lottery-entry-number: 24116: [1558, 1089, 1592, 1102]
lottery-entry-name: Κοντοῦ Ἐυαγγελία: [1373, 1421, 1474, 1434]
lottery-entry: [1146, 1242, 1365, 1256]
lottery-entry-number: 24087: [1331, 1130, 1365, 1143]
bourse-row-today: 124: [1316, 1940, 1337, 1952]
gold-row-name: Γαλλικής: [1067, 2078, 1118, 2091]
radio-slot-left: 16.30 Ποικιλία: [112, 524, 194, 537]
lottery-entry: [1146, 1200, 1365, 1214]
filoptochos-sign: Ἡ Πρόεδρος / ΔΕΣΠΟΙΝΑ ΣΙΦΝΙΩΤΟΥ: [510, 1287, 716, 1300]
spain-text-2: Αἱ πρῶται εἰδήσεις περί ἀπεργίας εἰς τήν Ἰσπανίαν, ἀνεφέρθησαν ἀπό τάς πηγάς τοῦ τύπου καί ἐγένοντο γνωσταί ἀπό τάς ξένας πρεσβείας. Οἱ ἀπεργοί ἐζήτουν αὔξησιν τῶν ἡμερομισθίων καί βελτίωσιν τῶν ὅρων ἐργασίας. Τό καθεστώς ὅμως ἀπήντησε μέ σκληρά μέτρα. Κατ' οὐσίαν ἡ σημερινή κατάστασις εἶναι πολύ κρίσιμος διά τό καθεστώς, τό ὁποῖον ἀντιμετωπίζει τήν πρώτην σοβαράν ἀντίδρασιν μετά ἀπό εἴκοσι ἔτη.: [758, 468, 1134, 589]
lottery-entry: [1373, 1352, 1592, 1366]
lottery-entry: [1146, 1228, 1365, 1242]
alexandria-heading: ΕΙΣ ΑΛΕΞΑΝΔΡΕΙΑΝ: [1146, 924, 1592, 951]
lottery-entry-number: 24141: [1558, 1407, 1592, 1420]
lottery-entry-name: Σπύρος Τσαούσης: [1373, 1199, 1469, 1212]
lottery-entry-number: 24160: [1558, 2064, 1592, 2077]
bourse-row-name: Τάνντα: [758, 2092, 798, 2105]
lottery-entry-number: 24111: [1558, 1019, 1592, 1032]
